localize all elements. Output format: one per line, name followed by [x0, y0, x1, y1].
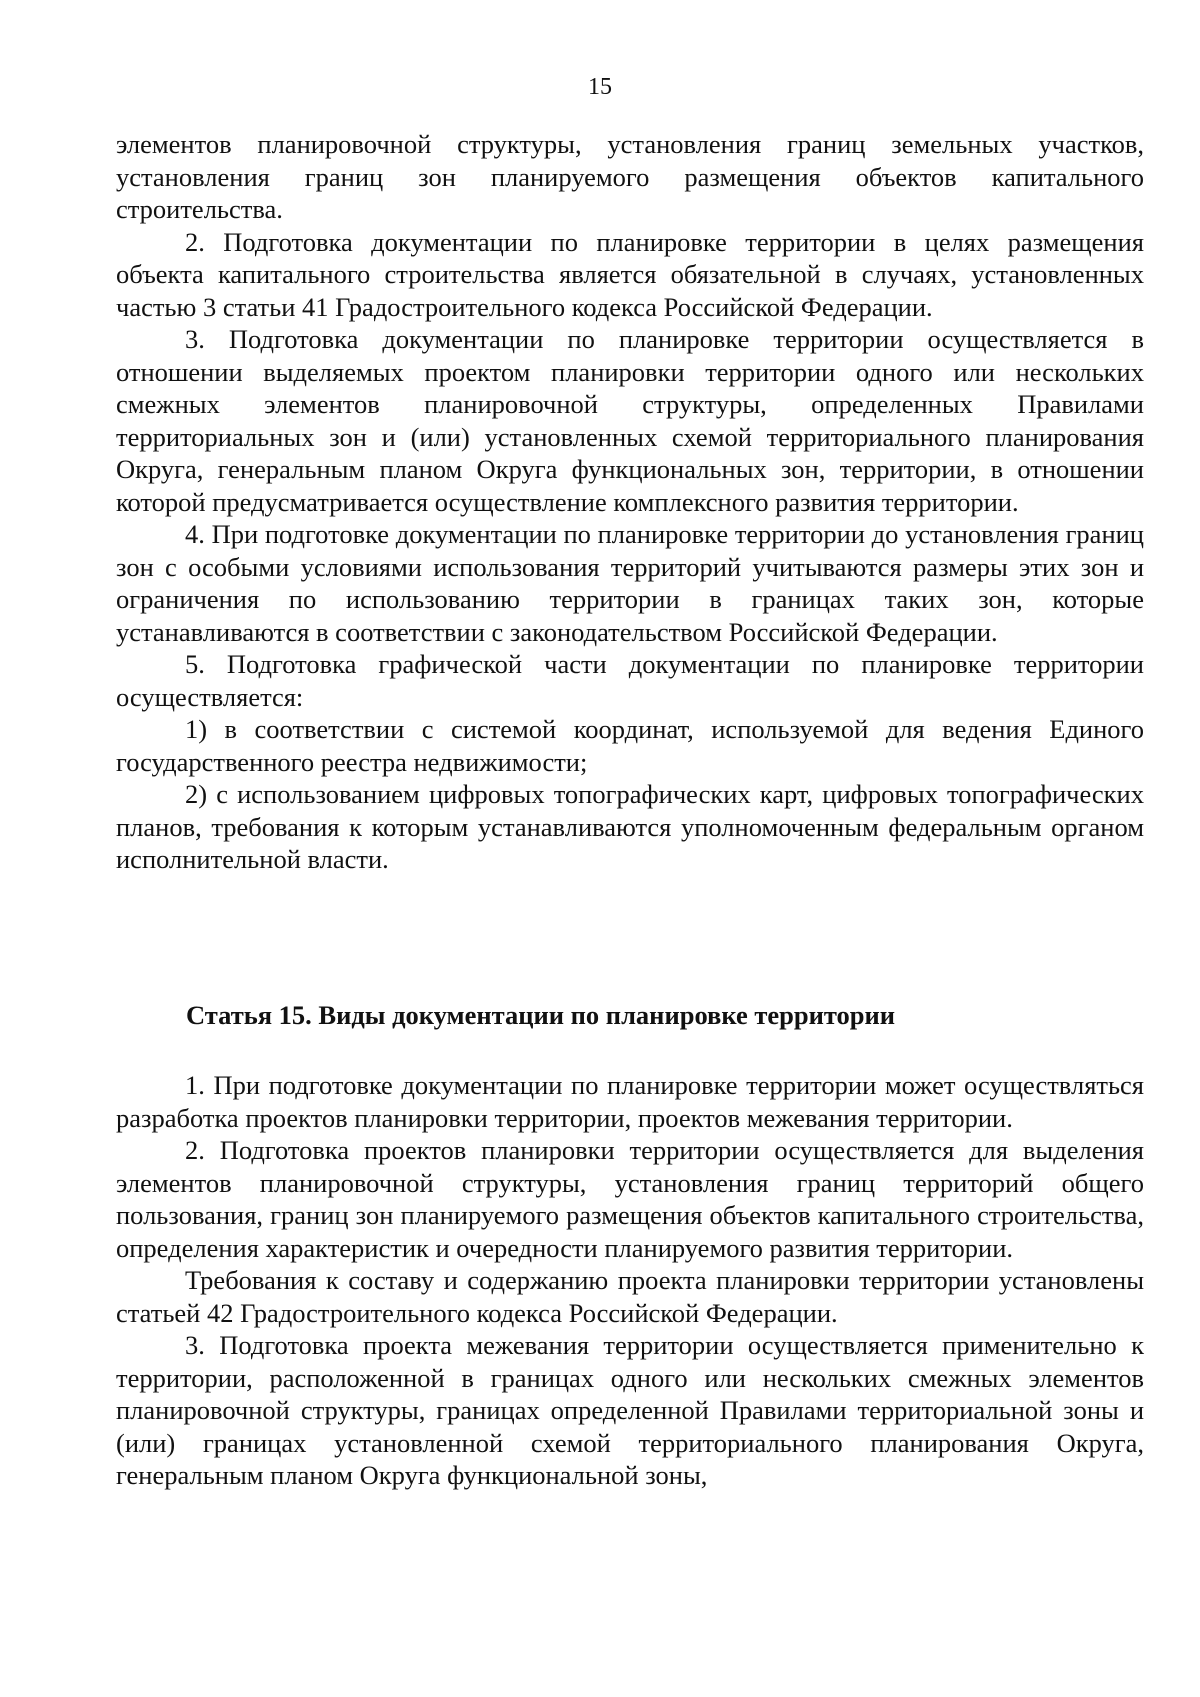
paragraph: 3. Подготовка документации по планировке территории осуществляется в отношении выделяемых проектом планировки территории одного или нескольких смежных элементов планировочной структуры, определенных Правилами территориальных зон и (или) установленных схемой территориального планирования Округа, генеральным планом Округа функциональных зон, территории, в отношении которой предусматривается осуществление комплексного развития территории. — [116, 324, 1144, 517]
list-item: 2) с использованием цифровых топографических карт, цифровых топографических планов, требования к которым устанавливаются уполномоченным федеральным органом исполнительной власти. — [116, 779, 1144, 874]
paragraph: элементов планировочной структуры, установления границ земельных участков, установления границ зон планируемого размещения объектов капитального строительства. — [116, 129, 1144, 224]
paragraph: 1. При подготовке документации по планировке территории может осуществляться разработка проектов планировки территории, проектов межевания территории. — [116, 1070, 1144, 1133]
article-body — [116, 1069, 1144, 1492]
paragraph: 5. Подготовка графической части документации по планировке территории осуществляется: — [116, 649, 1144, 712]
paragraph: 4. При подготовке документации по планировке территории до установления границ зон с особыми условиями использования территорий учитываются размеры этих зон и ограничения по использованию территории в границах таких зон, которые устанавливаются в соответствии с законодательством Российской Федерации. — [116, 519, 1144, 647]
paragraph: Требования к составу и содержанию проекта планировки территории установлены статьей 42 Градостроительного кодекса Российской Федерации. — [116, 1265, 1144, 1328]
paragraph: 3. Подготовка проекта межевания территории осуществляется применительно к территории, расположенной в границах одного или нескольких смежных элементов планировочной структуры, границах определенной Правилами территориальной зоны и (или) границах установленной схемой территориального планирования Округа, генеральным планом Округа функциональной зоны, — [116, 1330, 1144, 1490]
paragraph: 2. Подготовка проектов планировки территории осуществляется для выделения элементов планировочной структуры, установления границ территорий общего пользования, границ зон планируемого размещения объектов капитального строительства, определения характеристик и очередности планируемого развития территории. — [116, 1135, 1144, 1263]
page-number: 15 — [588, 74, 612, 100]
list-item: 1) в соответствии с системой координат, используемой для ведения Единого государственного реестра недвижимости; — [116, 714, 1144, 777]
article-heading: Статья 15. Виды документации по планировке территории — [186, 1000, 896, 1030]
paragraph: 2. Подготовка документации по планировке территории в целях размещения объекта капитального строительства является обязательной в случаях, установленных частью 3 статьи 41 Градостроительного кодекса Российской Федерации. — [116, 226, 1144, 322]
body-text-continued — [116, 128, 1144, 876]
